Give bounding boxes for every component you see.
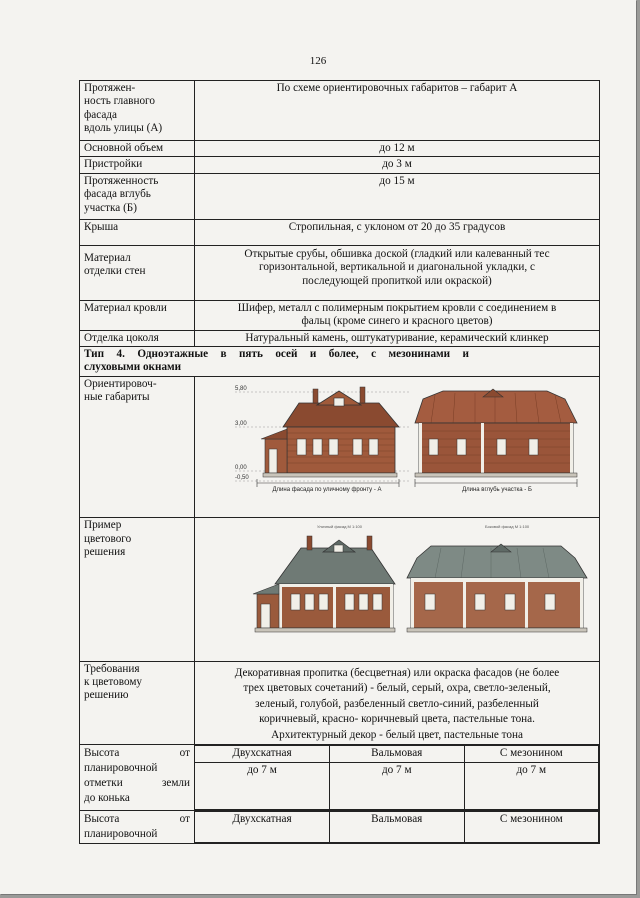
value-line: трех цветовых сочетаний) - белый, серый, охра, светло-зеленый, bbox=[243, 682, 551, 695]
height-value: до 7 м bbox=[330, 762, 465, 809]
roof-type-gable: Двухскатная bbox=[195, 811, 330, 842]
facade-a-caption: Уличный фасад М 1:100 bbox=[317, 524, 362, 530]
row-value: до 15 м bbox=[195, 173, 600, 219]
label-line: Пример bbox=[84, 519, 122, 532]
row-label: Основной объем bbox=[80, 141, 195, 157]
height-ridge-inner-table bbox=[195, 745, 599, 809]
page-number: 126 bbox=[309, 55, 327, 67]
row-label bbox=[80, 661, 195, 745]
facade-b-caption: Боковой фасад М 1:100 bbox=[485, 524, 530, 530]
row-value: Натуральный камень, оштукатуривание, керамический клинкер bbox=[195, 330, 600, 346]
dimensions-drawing bbox=[195, 377, 600, 513]
label-line: Материал bbox=[84, 251, 131, 264]
row-depth bbox=[80, 173, 600, 219]
row-value bbox=[195, 661, 600, 745]
section-title bbox=[80, 347, 600, 377]
label-line: Высота от bbox=[84, 812, 190, 825]
row-label bbox=[80, 245, 195, 300]
level-mark: -0,50 bbox=[235, 474, 249, 481]
street-facade-drawing bbox=[261, 387, 399, 477]
row-plinth bbox=[80, 330, 600, 346]
row-roof bbox=[80, 219, 600, 245]
color-example-drawing bbox=[195, 518, 600, 656]
label-line: отделки стен bbox=[84, 265, 146, 278]
row-label bbox=[80, 376, 195, 517]
value-line: Шифер, металл с полимерным покрытием кровли с соединением в bbox=[237, 301, 557, 314]
label-line: ные габариты bbox=[84, 391, 150, 404]
row-label: Материал кровли bbox=[80, 300, 195, 330]
label-line: до конька bbox=[84, 792, 130, 805]
row-value: до 3 м bbox=[195, 157, 600, 173]
row-value bbox=[195, 300, 600, 330]
row-roofing bbox=[80, 300, 600, 330]
roof-type-hip: Вальмовая bbox=[330, 746, 465, 762]
roof-type-hip: Вальмовая bbox=[330, 811, 465, 842]
section-title-line: слуховыми окнами bbox=[84, 361, 182, 374]
label-line: решению bbox=[84, 689, 129, 702]
row-color-requirements bbox=[80, 661, 600, 745]
value-line: Декоративная пропитка (бесцветная) или окраска фасадов (не более bbox=[234, 666, 560, 679]
label-line: решения bbox=[84, 546, 126, 559]
roof-type-gable: Двухскатная bbox=[195, 746, 330, 762]
label-line: ность главного bbox=[84, 95, 155, 108]
side-facade-drawing bbox=[415, 389, 577, 477]
row-dimensions bbox=[80, 376, 600, 517]
label-line: Ориентировоч- bbox=[84, 377, 157, 390]
label-line: Протяженность bbox=[84, 174, 159, 187]
label-line: планировочной bbox=[84, 827, 158, 840]
label-line: к цветовому bbox=[84, 676, 142, 689]
value-line: фальц (кроме синего и красного цветов) bbox=[301, 315, 493, 328]
label-line: фасада bbox=[84, 108, 117, 121]
row-label bbox=[80, 518, 195, 661]
value-line: горизонтальной, вертикальной и диагональной укладки, с bbox=[259, 261, 535, 274]
value-line: Архитектурный декор - белый цвет, пастельные тона bbox=[271, 728, 523, 741]
row-walls bbox=[80, 245, 600, 300]
label-line: вдоль улицы (А) bbox=[84, 122, 163, 135]
roof-type-mezzanine: С мезонином bbox=[464, 746, 599, 762]
value-line: последующей пропиткой или окраской) bbox=[302, 274, 492, 287]
row-color-example bbox=[80, 518, 600, 661]
label-line: цветового bbox=[84, 532, 132, 545]
row-label bbox=[80, 810, 195, 843]
row-label: Пристройки bbox=[80, 157, 195, 173]
height-ridge-values bbox=[195, 745, 600, 810]
row-facade-length bbox=[80, 81, 600, 141]
label-line: фасада вглубь bbox=[84, 188, 151, 201]
height-value: до 7 м bbox=[195, 762, 330, 809]
label-line: Протяжен- bbox=[84, 82, 136, 94]
height-value: до 7 м bbox=[464, 762, 599, 809]
row-value: Стропильная, с уклоном от 20 до 35 градусов bbox=[195, 219, 600, 245]
row-label: Крыша bbox=[80, 219, 195, 245]
height-next-values bbox=[195, 810, 600, 843]
row-value: до 12 м bbox=[195, 141, 600, 157]
row-label bbox=[80, 745, 195, 810]
color-side-facade bbox=[407, 544, 587, 632]
row-value bbox=[195, 245, 600, 300]
row-label: Отделка цоколя bbox=[80, 330, 195, 346]
value-line: коричневый, красно- коричневый цвета, пастельные тона. bbox=[259, 713, 535, 726]
level-mark: 5,80 bbox=[235, 385, 247, 392]
row-annexes bbox=[80, 157, 600, 173]
color-street-facade bbox=[253, 536, 395, 632]
section-title-line: Тип 4. Одноэтажные в пять осей и более, с мезонинами и bbox=[84, 348, 469, 361]
row-height-next bbox=[80, 810, 600, 843]
row-label bbox=[80, 173, 195, 219]
height-next-inner-table bbox=[195, 811, 599, 843]
level-mark: 0,00 bbox=[235, 464, 247, 471]
row-label bbox=[80, 81, 195, 141]
label-line: Высота от bbox=[84, 747, 190, 760]
row-main-volume bbox=[80, 141, 600, 157]
requirements-table bbox=[79, 80, 600, 844]
caption-a: Длина фасада по уличному фронту - А bbox=[272, 486, 382, 493]
roof-type-mezzanine: С мезонином bbox=[464, 811, 599, 842]
color-drawing-cell bbox=[195, 518, 600, 661]
label-line: планировочной bbox=[84, 762, 158, 775]
value-line: зеленый, голубой, разбеленный светло-синий, разбеленный bbox=[255, 697, 539, 710]
row-value: По схеме ориентировочных габаритов – габарит А bbox=[195, 81, 600, 141]
section-type-4 bbox=[80, 347, 600, 377]
caption-b: Длина вглубь участка - Б bbox=[462, 486, 532, 493]
label-line: Требования bbox=[84, 662, 140, 675]
label-line: участка (Б) bbox=[84, 201, 137, 214]
level-mark: 3,00 bbox=[235, 420, 247, 427]
dimensions-drawing-cell bbox=[195, 376, 600, 517]
label-line: отметки земли bbox=[84, 777, 190, 790]
row-height-ridge bbox=[80, 745, 600, 810]
value-line: Открытые срубы, обшивка доской (гладкий или калеванный тес bbox=[244, 247, 550, 260]
